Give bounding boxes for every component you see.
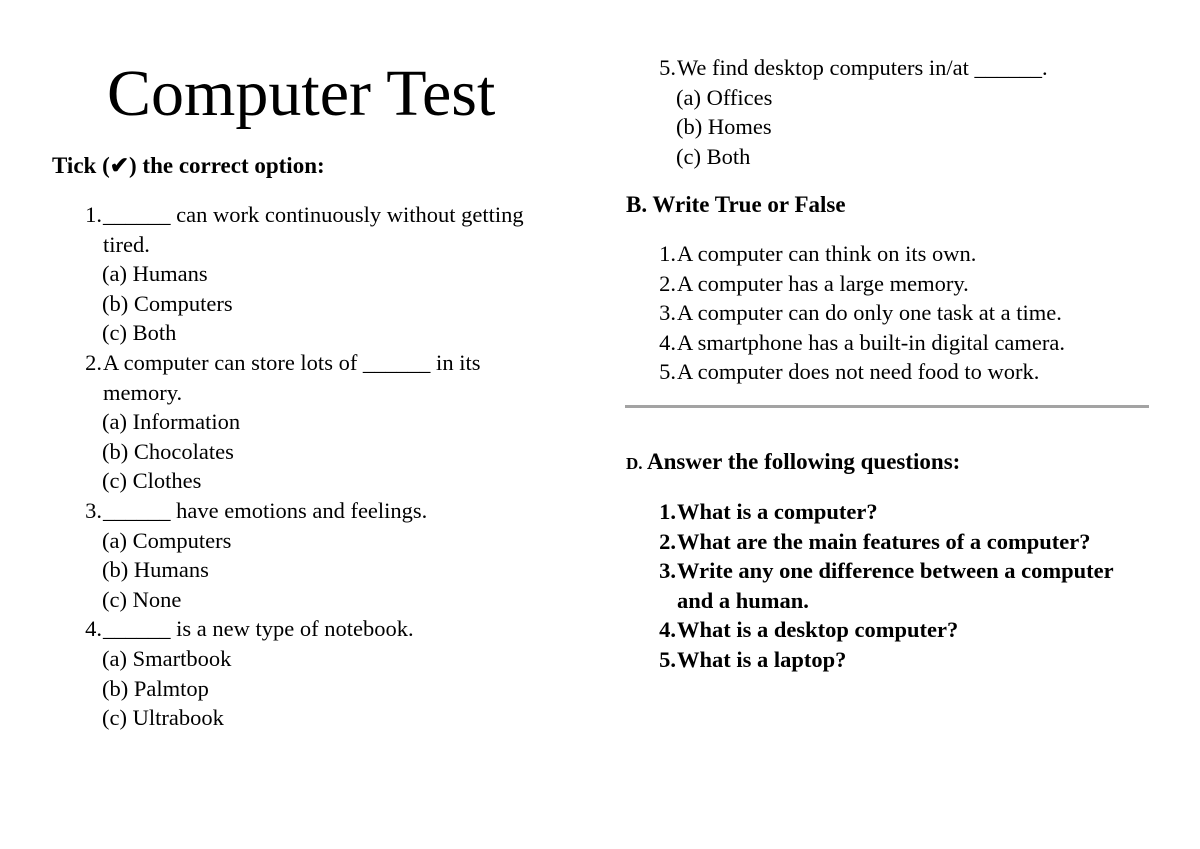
question-text: ______ can work continuously without getting tired.: [103, 202, 524, 257]
item-number: 4.: [659, 329, 676, 355]
question-number: 1.: [85, 202, 102, 227]
option: (a) Offices: [676, 84, 773, 110]
list-item: [650, 497, 1130, 527]
item-number: 2.: [659, 270, 676, 296]
question-number: 2.: [85, 349, 102, 375]
true-false-list: [650, 239, 1170, 387]
question-4: [76, 614, 556, 644]
item-number: 5.: [659, 359, 676, 385]
question-text: We find desktop computers in/at ______.: [677, 55, 1048, 80]
item-text: A computer does not need food to work.: [677, 359, 1040, 385]
question-number: 3.: [85, 497, 102, 523]
question-5: [650, 53, 1170, 83]
question-text: ______ have emotions and feelings.: [103, 497, 428, 523]
question-2: [76, 348, 556, 407]
section-d-heading: [626, 448, 960, 478]
option: (a) Computers: [102, 527, 232, 553]
section-a-heading: Tick (✔) the correct option:: [52, 153, 325, 178]
list-item: [650, 239, 1170, 269]
item-number: 2.: [659, 528, 676, 554]
option: (b) Chocolates: [102, 438, 234, 464]
option: (a) Smartbook: [102, 645, 232, 671]
item-text: What is a desktop computer?: [677, 617, 959, 643]
item-text: A smartphone has a built-in digital camera.: [677, 329, 1066, 355]
section-divider: [625, 405, 1149, 408]
list-item: [650, 556, 1130, 615]
question-text: A computer can store lots of ______ in its memory.: [103, 349, 481, 405]
item-text: What is a computer?: [677, 499, 878, 524]
item-text: What are the main features of a computer?: [677, 528, 1091, 554]
option: (b) Palmtop: [102, 675, 209, 701]
item-text: A computer has a large memory.: [677, 270, 969, 296]
item-number: 4.: [659, 617, 676, 643]
item-number: 1.: [659, 499, 676, 524]
list-item: [650, 357, 1170, 387]
item-text: Write any one difference between a computer and a human.: [677, 558, 1114, 613]
question-3: [76, 496, 556, 526]
option: (c) Clothes: [102, 468, 202, 494]
item-text: A computer can do only one task at a time.: [677, 300, 1062, 326]
list-item: [650, 269, 1170, 299]
list-item: [650, 527, 1130, 557]
option: (b) Humans: [102, 557, 209, 583]
option: (c) None: [102, 586, 182, 612]
section-d-title: Answer the following questions:: [647, 449, 961, 474]
option: (b) Computers: [102, 290, 233, 316]
item-number: 3.: [659, 300, 676, 326]
short-answer-list: [650, 497, 1130, 675]
section-b-heading: B. Write True or False: [626, 192, 846, 217]
question-text: ______ is a new type of notebook.: [103, 616, 414, 642]
item-number: 5.: [659, 646, 676, 672]
page-title: Computer Test: [107, 57, 496, 130]
mcq-list: [76, 200, 556, 733]
option: (a) Information: [102, 409, 241, 435]
list-item: [650, 328, 1170, 358]
option: (a) Humans: [102, 261, 208, 287]
question-number: 5.: [659, 55, 676, 80]
option: (b) Homes: [676, 114, 772, 140]
list-item: [650, 298, 1170, 328]
option: (c) Ultrabook: [102, 705, 224, 731]
section-d-letter: D.: [626, 454, 643, 473]
item-text: What is a laptop?: [677, 646, 847, 672]
item-number: 3.: [659, 558, 676, 584]
item-number: 1.: [659, 241, 676, 266]
question-5-block: [650, 53, 1170, 171]
question-1: [76, 200, 556, 259]
item-text: A computer can think on its own.: [677, 241, 977, 266]
list-item: [650, 615, 1130, 645]
option: (c) Both: [102, 320, 177, 346]
option: (c) Both: [676, 143, 751, 169]
question-number: 4.: [85, 616, 102, 642]
list-item: [650, 645, 1130, 675]
